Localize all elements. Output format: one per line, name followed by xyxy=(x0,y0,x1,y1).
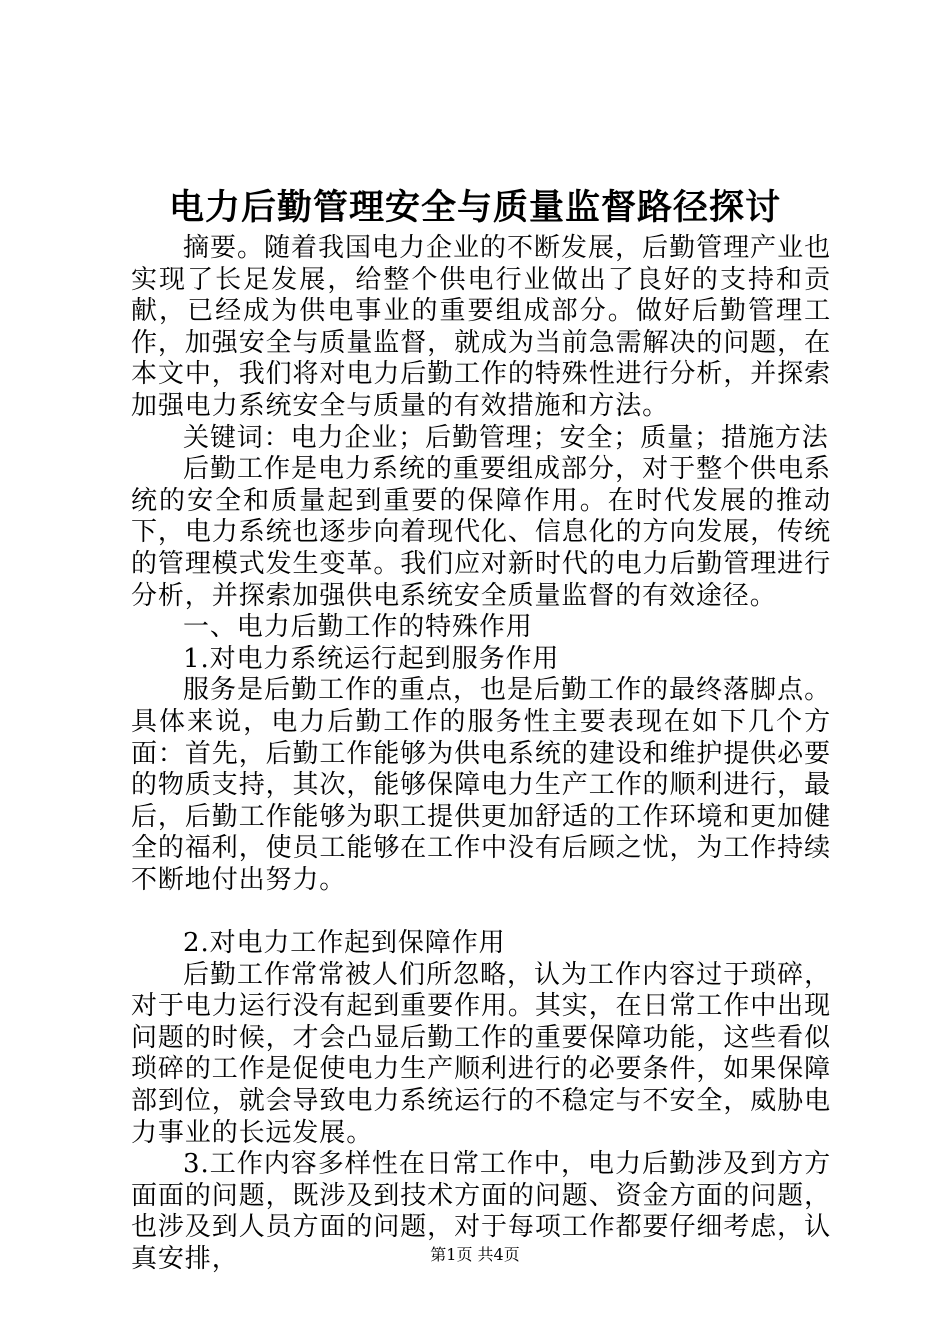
guarantee-paragraph: 后勤工作常常被人们所忽略，认为工作内容过于琐碎，对于电力运行没有起到重要作用。其实，在日常工作中出现问题的时候，才会凸显后勤工作的重要保障功能，这些看似琐碎的工作是促使电力生产顺利进行的必要条件，如果保障部到位，就会导致电力系统运行的不稳定与不安全，威胁电力事业的长远发展。 xyxy=(131,959,831,1148)
subsection-heading-2: 2.对电力工作起到保障作用 xyxy=(183,928,506,959)
page-footer: 第1页 共4页 xyxy=(430,1245,520,1264)
diversity-paragraph: 3.工作内容多样性在日常工作中，电力后勤涉及到方方面面的问题，既涉及到技术方面的问题、资金方面的问题，也涉及到人员方面的问题，对于每项工作都要仔细考虑，认真安排， xyxy=(131,1149,831,1274)
subsection-heading-1: 1.对电力系统运行起到服务作用 xyxy=(183,643,560,674)
keywords-paragraph: 关键词：电力企业；后勤管理；安全；质量；措施方法 xyxy=(183,422,829,453)
service-paragraph: 服务是后勤工作的重点，也是后勤工作的最终落脚点。具体来说，电力后勤工作的服务性主要表现在如下几个方面：首先，后勤工作能够为供电系统的建设和维护提供必要的物质支持，其次，能够保障电力生产工作的顺利进行，最后，后勤工作能够为职工提供更加舒适的工作环境和更加健全的福利，使员工能够在工作中没有后顾之忧，为工作持续不断地付出努力。 xyxy=(131,675,831,895)
document-body xyxy=(131,233,831,1276)
document-title: 电力后勤管理安全与质量监督路径探讨 xyxy=(168,188,781,228)
section-heading-1: 一、电力后勤工作的特殊作用 xyxy=(183,612,533,643)
intro-paragraph: 后勤工作是电力系统的重要组成部分，对于整个供电系统的安全和质量起到重要的保障作用。在时代发展的推动下，电力系统也逐步向着现代化、信息化的方向发展，传统的管理模式发生变革。我们应对新时代的电力后勤管理进行分析，并探索加强供电系统安全质量监督的有效途径。 xyxy=(131,454,831,611)
abstract-paragraph: 摘要。随着我国电力企业的不断发展，后勤管理产业也实现了长足发展，给整个供电行业做出了良好的支持和贡献，已经成为供电事业的重要组成部分。做好后勤管理工作，加强安全与质量监督，就成为当前急需解决的问题，在本文中，我们将对电力后勤工作的特殊性进行分析，并探索加强电力系统安全与质量的有效措施和方法。 xyxy=(131,233,831,421)
